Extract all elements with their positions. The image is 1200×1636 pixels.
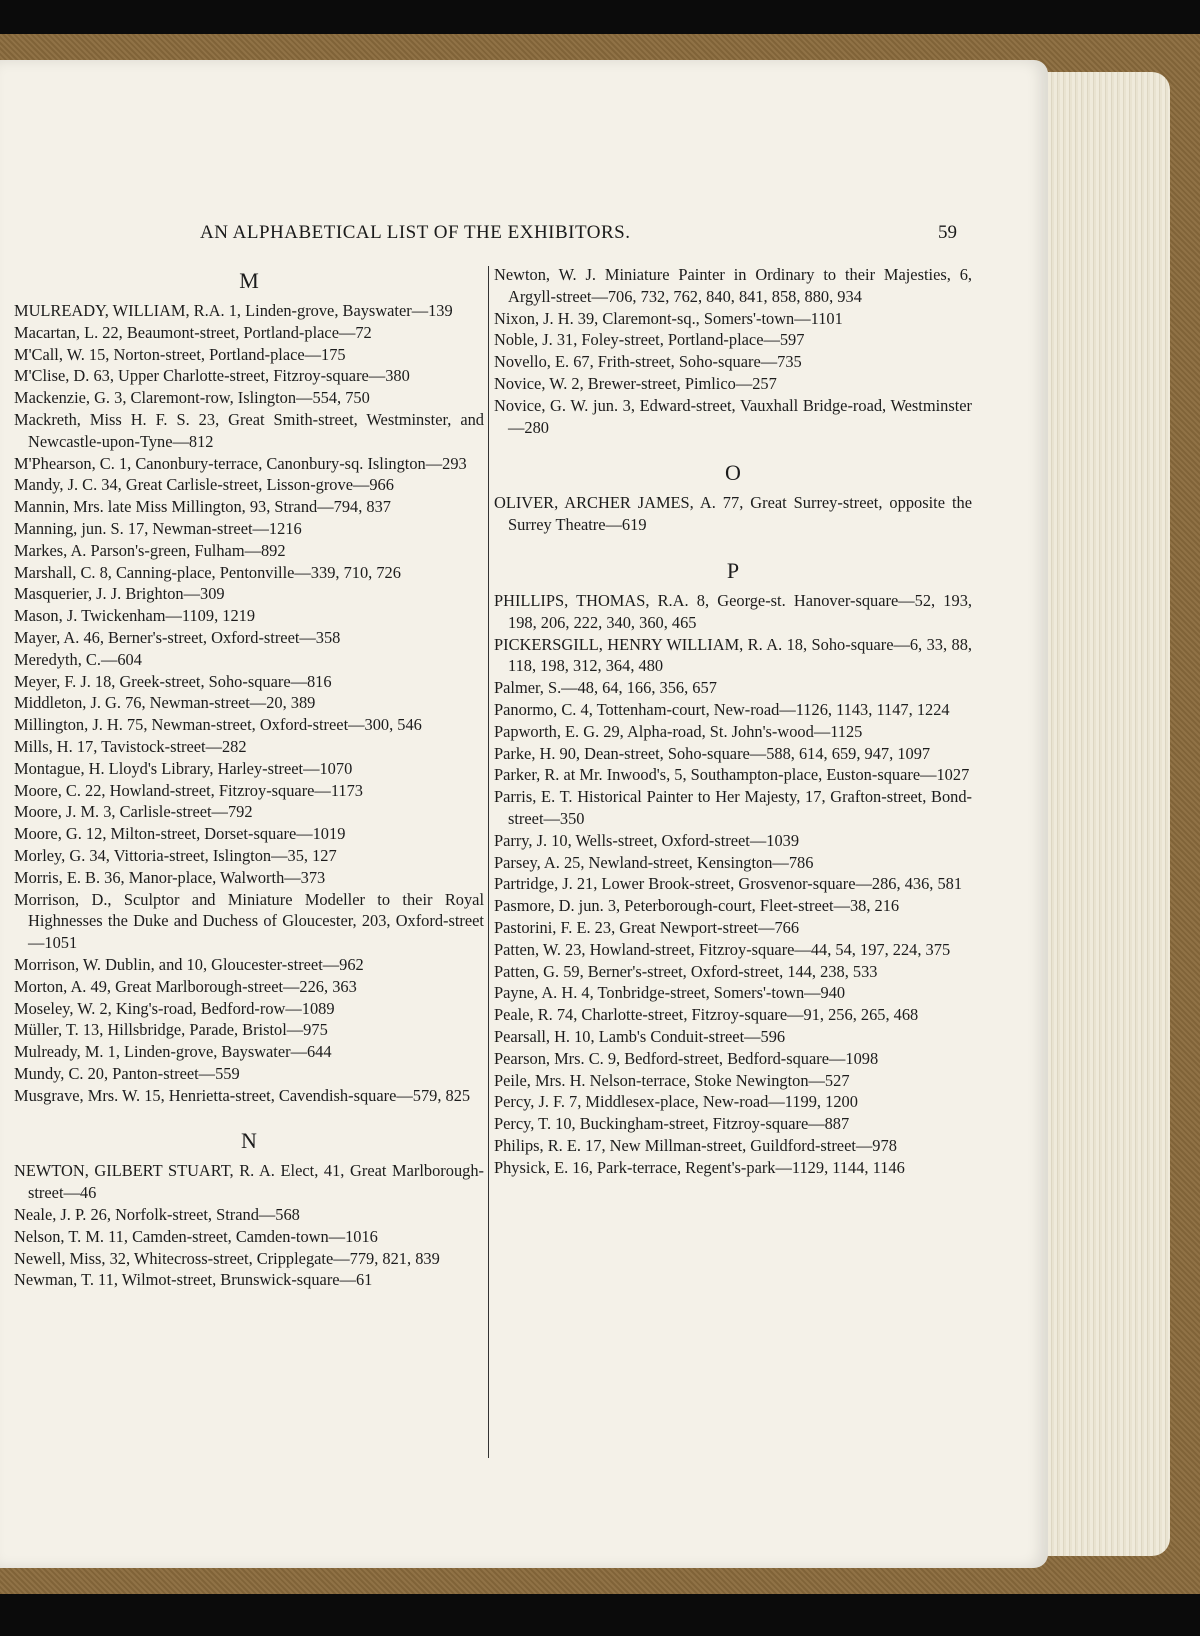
left-column [14, 264, 484, 1291]
exhibitor-entry: Percy, J. F. 7, Middlesex-place, New-road—1199, 1200 [494, 1092, 858, 1112]
exhibitor-entry: M'Call, W. 15, Norton-street, Portland-place—175 [14, 344, 346, 364]
exhibitor-entry: Marshall, C. 8, Canning-place, Pentonville—339, 710, 726 [14, 562, 401, 582]
exhibitor-entry: Mason, J. Twickenham—1109, 1219 [14, 606, 256, 626]
column-divider [488, 266, 489, 1458]
exhibitor-entry: Morrison, W. Dublin, and 10, Gloucester-street—962 [14, 954, 364, 974]
exhibitor-entry: Patten, G. 59, Berner's-street, Oxford-street, 144, 238, 533 [494, 961, 878, 981]
exhibitor-entry: Parry, J. 10, Wells-street, Oxford-street—1039 [494, 830, 800, 850]
exhibitor-entry: Morton, A. 49, Great Marlborough-street—226, 363 [14, 976, 357, 996]
page-edges [1042, 72, 1170, 1556]
exhibitor-entry: Percy, T. 10, Buckingham-street, Fitzroy-square—887 [494, 1114, 850, 1134]
exhibitor-entry: Payne, A. H. 4, Tonbridge-street, Somers'-town—940 [494, 983, 846, 1003]
exhibitor-entry: Parsey, A. 25, Newland-street, Kensington—786 [494, 852, 814, 872]
exhibitor-entry: PHILLIPS, THOMAS, R.A. 8, George-st. Hanover-square—52, 193, 198, 206, 222, 340, 360, 465 [494, 590, 972, 632]
exhibitor-entry: Papworth, E. G. 29, Alpha-road, St. John's-wood—1125 [494, 721, 863, 741]
exhibitor-entry: Morley, G. 34, Vittoria-street, Islington—35, 127 [14, 845, 337, 865]
exhibitor-entry: Palmer, S.—48, 64, 166, 356, 657 [494, 678, 717, 698]
section-m-entries [14, 300, 484, 1106]
exhibitor-entry: Panormo, C. 4, Tottenham-court, New-road—1126, 1143, 1147, 1224 [494, 699, 950, 719]
exhibitor-entry: Peale, R. 74, Charlotte-street, Fitzroy-square—91, 256, 265, 468 [494, 1005, 919, 1025]
exhibitor-entry: Parker, R. at Mr. Inwood's, 5, Southampton-place, Euston-square—1027 [494, 765, 970, 785]
exhibitor-entry: Moore, J. M. 3, Carlisle-street—792 [14, 802, 253, 822]
exhibitor-entry: Novice, W. 2, Brewer-street, Pimlico—257 [494, 373, 777, 393]
exhibitor-entry: Nixon, J. H. 39, Claremont-sq., Somers'-town—1101 [494, 308, 843, 328]
exhibitor-entry: Mundy, C. 20, Panton-street—559 [14, 1063, 240, 1083]
exhibitor-entry: Morrison, D., Sculptor and Miniature Modeller to their Royal Highnesses the Duke and Duchess of Gloucester, 203, Oxford-street—1051 [14, 889, 484, 953]
exhibitor-entry: Mannin, Mrs. late Miss Millington, 93, Strand—794, 837 [14, 497, 391, 517]
exhibitor-entry: Morris, E. B. 36, Manor-place, Walworth—373 [14, 867, 326, 887]
exhibitor-entry: Markes, A. Parson's-green, Fulham—892 [14, 540, 286, 560]
section-letter-p: P [726, 557, 740, 583]
exhibitor-entry: Moore, G. 12, Milton-street, Dorset-square—1019 [14, 824, 346, 844]
exhibitor-entry: NEWTON, GILBERT STUART, R. A. Elect, 41, Great Marlborough-street—46 [14, 1161, 484, 1203]
exhibitor-entry: Philips, R. E. 17, New Millman-street, Guildford-street—978 [494, 1135, 897, 1155]
exhibitor-entry: Middleton, J. G. 76, Newman-street—20, 389 [14, 693, 316, 713]
exhibitor-entry: Noble, J. 31, Foley-street, Portland-place—597 [494, 330, 805, 350]
exhibitor-entry: Patten, W. 23, Howland-street, Fitzroy-square—44, 54, 197, 224, 375 [494, 939, 951, 959]
exhibitor-entry: PICKERSGILL, HENRY WILLIAM, R. A. 18, Soho-square—6, 33, 88, 118, 198, 312, 364, 480 [494, 634, 972, 676]
exhibitor-entry: Peile, Mrs. H. Nelson-terrace, Stoke Newington—527 [494, 1070, 850, 1090]
section-o-entries [494, 492, 972, 536]
exhibitor-entry: Mayer, A. 46, Berner's-street, Oxford-street—358 [14, 627, 341, 647]
section-letter-m: M [239, 268, 259, 293]
section-n-entries [14, 1160, 484, 1291]
exhibitor-entry: Mulready, M. 1, Linden-grove, Bayswater—644 [14, 1042, 332, 1062]
exhibitor-entry: Meredyth, C.—604 [14, 649, 142, 669]
exhibitor-entry: Masquerier, J. J. Brighton—309 [14, 584, 225, 604]
exhibitor-entry: Physick, E. 16, Park-terrace, Regent's-park—1129, 1144, 1146 [494, 1157, 905, 1177]
exhibitor-entry: M'Phearson, C. 1, Canonbury-terrace, Canonbury-sq. Islington—293 [14, 453, 467, 473]
page-header-title: AN ALPHABETICAL LIST OF THE EXHIBITORS. [200, 222, 631, 243]
exhibitor-entry: Parris, E. T. Historical Painter to Her Majesty, 17, Grafton-street, Bond-street—350 [494, 787, 972, 828]
exhibitor-entry: Meyer, F. J. 18, Greek-street, Soho-square—816 [14, 671, 332, 691]
exhibitor-entry: Mackenzie, G. 3, Claremont-row, Islington—554, 750 [14, 388, 370, 408]
exhibitor-entry: Pearsall, H. 10, Lamb's Conduit-street—596 [494, 1026, 786, 1046]
exhibitor-entry: Pasmore, D. jun. 3, Peterborough-court, Fleet-street—38, 216 [494, 896, 900, 916]
exhibitor-entry: Moore, C. 22, Howland-street, Fitzroy-square—1173 [14, 780, 363, 800]
exhibitor-entry: Mills, H. 17, Tavistock-street—282 [14, 736, 247, 756]
exhibitor-entry: OLIVER, ARCHER JAMES, A. 77, Great Surrey-street, opposite the Surrey Theatre—619 [494, 493, 972, 535]
exhibitor-entry: Macartan, L. 22, Beaumont-street, Portland-place—72 [14, 322, 372, 342]
section-p-entries [494, 590, 972, 1179]
exhibitor-entry: Müller, T. 13, Hillsbridge, Parade, Bristol—975 [14, 1020, 328, 1040]
exhibitor-entry: Nelson, T. M. 11, Camden-street, Camden-town—1016 [14, 1226, 378, 1246]
exhibitor-entry: Partridge, J. 21, Lower Brook-street, Grosvenor-square—286, 436, 581 [494, 874, 963, 894]
exhibitor-entry: Newman, T. 11, Wilmot-street, Brunswick-square—61 [14, 1270, 373, 1290]
exhibitor-entry: MULREADY, WILLIAM, R.A. 1, Linden-grove, Bayswater—139 [14, 301, 453, 320]
exhibitor-entry: Novello, E. 67, Frith-street, Soho-square—735 [494, 352, 802, 372]
exhibitor-entry: Newton, W. J. Miniature Painter in Ordinary to their Majesties, 6, Argyll-street—706, 732, 762, 840, 841, 858, 880, 934 [494, 265, 972, 306]
exhibitor-entry: Pearson, Mrs. C. 9, Bedford-street, Bedford-square—1098 [494, 1048, 879, 1068]
exhibitor-entry: Musgrave, Mrs. W. 15, Henrietta-street, Cavendish-square—579, 825 [14, 1085, 471, 1105]
exhibitor-entry: Mackreth, Miss H. F. S. 23, Great Smith-street, Westminster, and Newcastle-upon-Tyne—812 [14, 409, 484, 451]
exhibitor-entry: Manning, jun. S. 17, Newman-street—1216 [14, 518, 302, 538]
exhibitor-entry: Mandy, J. C. 34, Great Carlisle-street, Lisson-grove—966 [14, 475, 394, 495]
section-letter-o: O [725, 460, 741, 486]
exhibitor-entry: Newell, Miss, 32, Whitecross-street, Cripplegate—779, 821, 839 [14, 1248, 440, 1268]
right-column [494, 264, 972, 1178]
page-number: 59 [938, 222, 957, 243]
section-letter-n: N [241, 1128, 257, 1154]
exhibitor-entry: M'Clise, D. 63, Upper Charlotte-street, Fitzroy-square—380 [14, 366, 410, 386]
exhibitor-entry: Montague, H. Lloyd's Library, Harley-street—1070 [14, 758, 353, 778]
section-n-cont-entries [494, 264, 972, 438]
exhibitor-entry: Pastorini, F. E. 23, Great Newport-street—766 [494, 917, 800, 937]
exhibitor-entry: Moseley, W. 2, King's-road, Bedford-row—1089 [14, 998, 335, 1018]
exhibitor-entry: Parke, H. 90, Dean-street, Soho-square—588, 614, 659, 947, 1097 [494, 743, 931, 763]
exhibitor-entry: Millington, J. H. 75, Newman-street, Oxford-street—300, 546 [14, 715, 422, 735]
exhibitor-entry: Novice, G. W. jun. 3, Edward-street, Vauxhall Bridge-road, Westminster—280 [494, 395, 972, 437]
exhibitor-entry: Neale, J. P. 26, Norfolk-street, Strand—568 [14, 1205, 300, 1225]
